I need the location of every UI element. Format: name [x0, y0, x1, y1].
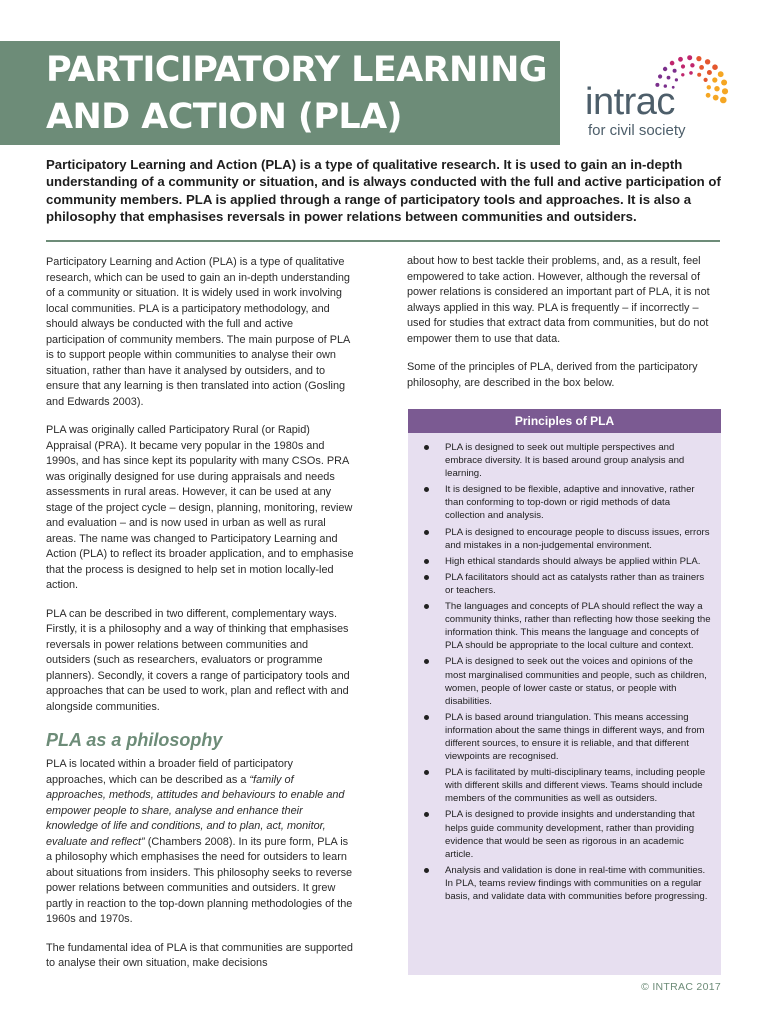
bullet-icon: [424, 770, 429, 775]
logo-dot: [706, 93, 711, 98]
page-title: [46, 47, 547, 141]
right-paragraph-2: Some of the principles of PLA, derived from the participatory philosophy, are described in the box below.: [407, 361, 698, 389]
intro-summary: Participatory Learning and Action (PLA) is a type of qualitative research. It is used to gain an in-depth understanding of a community or situation, and is always conducted with the full and active participation of community members. PLA is applied through a range of participatory tools and approaches. It is also a philosophy that emphasises reversals in power relations between communities and outsiders.: [46, 157, 721, 225]
logo-dot: [663, 67, 667, 71]
principle-text: High ethical standards should always be applied within PLA.: [445, 555, 701, 567]
bullet-icon: [424, 559, 429, 564]
logo-dot: [673, 69, 677, 73]
logo-dot: [687, 55, 692, 60]
principle-item: [420, 483, 711, 522]
principles-box-title: Principles of PLA: [408, 409, 721, 433]
title-line-1: PARTICIPATORY LEARNING: [46, 50, 547, 90]
bullet-icon: [424, 659, 429, 664]
title-band: [0, 41, 560, 145]
principle-text: PLA is designed to encourage people to discuss issues, errors and mistakes in a non-judgemental environment.: [445, 526, 710, 551]
principles-box: [408, 409, 721, 975]
principle-text: PLA is facilitated by multi-disciplinary teams, including people with different skills and different views. Teams should include members of the communities as well as outsiders.: [445, 767, 706, 805]
logo-dot: [667, 76, 671, 80]
logo-dot: [689, 71, 693, 75]
left-paragraph-1: Participatory Learning and Action (PLA) is a type of qualitative research, which can be used to gain an in-depth understanding of a community or situation. It is widely used in work involving local communities. PLA is a participatory methodology, and should always be conducted with the full and active participation of community members. The main purpose of PLA is to support people within communities to analyse their own situation, rather than have it analysed by outsiders, and to ensure that any learning is then translated into action (Gosling and Edwards 2003).: [46, 256, 350, 408]
title-line-2: AND ACTION (PLA): [46, 97, 402, 137]
bullet-icon: [424, 530, 429, 535]
left-paragraph-5: The fundamental idea of PLA is that communities are supported to analyse their own situation, make decisions: [46, 941, 353, 969]
logo-dot: [704, 78, 708, 82]
logo-dot: [670, 61, 675, 66]
principle-item: [420, 600, 711, 652]
p4-quote: “family of approaches, methods, attitudes and behaviours to enable and empower people to share, analyse and enhance their knowledge of life and conditions, and to plan, act, monitor, evaluate and reflect”: [46, 773, 345, 848]
bullet-icon: [424, 575, 429, 580]
left-paragraph-3: PLA can be described in two different, complementary ways. Firstly, it is a philosophy and a way of thinking that emphasises reversals in power relations between communities and outsiders (such as researchers, evaluators or programme planners). Secondly, it covers a range of participatory tools and approaches that can be used to work, plan and reflect with and alongside communities.: [46, 607, 350, 713]
principle-text: PLA is designed to seek out the voices and opinions of the most marginalised communities and people, such as children, women, people of lower caste or status, or people with disabilities.: [445, 656, 707, 707]
logo-dot: [678, 57, 683, 62]
logo-dot: [718, 71, 724, 77]
left-paragraph-2: PLA was originally called Participatory Rural (or Rapid) Appraisal (PRA). It became very popular in the 1980s and 1990s, and has since kept its popularity with many CSOs. PRA was originally designed for use during appraisals and needs assessments in rural areas. However, it can be used at any stage of the project cycle – design, planning, monitoring, review and evaluation – and is now used in urban as well as rural areas. The name was changed to Participatory Learning and Action (PLA) to reflect its broader application, and to emphasise that the process is designed to help set in motion locally-led action.: [46, 424, 354, 591]
p4-text-b: (Chambers 2008). In its pure form, PLA is a philosophy which emphasises the need for outsiders to learn about situations from insiders. This philosophy seeks to reverse power relations between communities and outsiders. It grew partly in reaction to the top-down planning methodologies of the 1960s and 1970s.: [46, 835, 353, 925]
bullet-icon: [424, 604, 429, 609]
logo-dot: [712, 64, 718, 70]
bullet-icon: [424, 868, 429, 873]
logo-dot: [712, 77, 717, 82]
principle-item: [420, 655, 711, 707]
right-paragraph-1: about how to best tackle their problems, and, as a result, feel empowered to take action. However, although the reversal of power relations is considered an important part of PLA, it is not always applied in this way. PLA is frequently – if incorrectly – used for studies that extract data from communities, but do not empower them to use that data.: [407, 255, 710, 345]
logo-dot: [681, 73, 684, 76]
section-divider: [46, 240, 720, 242]
principle-item: [420, 571, 711, 597]
logo-dot: [690, 63, 694, 67]
principle-text: PLA is designed to seek out multiple perspectives and embrace diversity. It is based around group analysis and learning.: [445, 442, 685, 480]
principle-item: [420, 766, 711, 805]
principle-text: The languages and concepts of PLA should reflect the way a community thinks, rather than reflecting how those seeking the information think. This means the language and concepts of PLA should be appropriate to the local culture and context.: [445, 601, 711, 652]
p4-text-a: PLA is located within a broader field of participatory approaches, which can be described as a: [46, 758, 293, 786]
logo-wordmark: intrac: [585, 81, 675, 123]
principle-text: It is designed to be flexible, adaptive and innovative, rather than conforming to top-down or rigid methods of data collection and analysis.: [445, 484, 695, 522]
logo-dot: [705, 59, 710, 64]
principle-item: [420, 555, 711, 568]
logo-dot: [713, 95, 719, 101]
logo-dot: [714, 86, 719, 91]
bullet-icon: [424, 487, 429, 492]
logo-dot: [681, 64, 685, 68]
bullet-icon: [424, 445, 429, 450]
logo-dot: [699, 65, 704, 70]
section-heading-philosophy: PLA as a philosophy: [46, 730, 223, 750]
principle-text: PLA facilitators should act as catalysts rather than as trainers or teachers.: [445, 571, 705, 596]
principle-item: [420, 526, 711, 552]
copyright-footer: © INTRAC 2017: [641, 981, 721, 993]
principle-item: [420, 808, 711, 860]
left-column: [46, 255, 354, 985]
logo-dot: [707, 85, 711, 89]
right-column: [407, 254, 725, 404]
principle-text: PLA is designed to provide insights and understanding that helps guide community development, rather than providing evidence that would be seen as rigorous in an academic article.: [445, 809, 695, 860]
bullet-icon: [424, 812, 429, 817]
logo-dot: [721, 80, 727, 86]
logo-dot: [707, 70, 712, 75]
logo-dot: [722, 88, 728, 94]
left-paragraph-4: [46, 757, 354, 928]
principle-text: PLA is based around triangulation. This means accessing information about the same things in different ways, and from different sources, to ensure it is reliable, and that different viewpoints are recognised.: [445, 711, 705, 763]
principle-item: [420, 711, 711, 763]
principles-list: [408, 433, 721, 903]
logo-dot: [696, 56, 701, 61]
logo-dot: [697, 73, 701, 77]
logo-dot: [720, 97, 727, 104]
logo-dot: [675, 78, 678, 81]
principle-item: [420, 864, 711, 903]
principle-text: Analysis and validation is done in real-time with communities. In PLA, teams review findings with communities on a regular basis, and validate data with communities before progressing.: [445, 864, 708, 902]
logo-tagline: for civil society: [588, 122, 686, 139]
bullet-icon: [424, 715, 429, 720]
intrac-logo: [583, 48, 733, 143]
logo-dot: [658, 74, 662, 78]
principle-item: [420, 441, 711, 480]
